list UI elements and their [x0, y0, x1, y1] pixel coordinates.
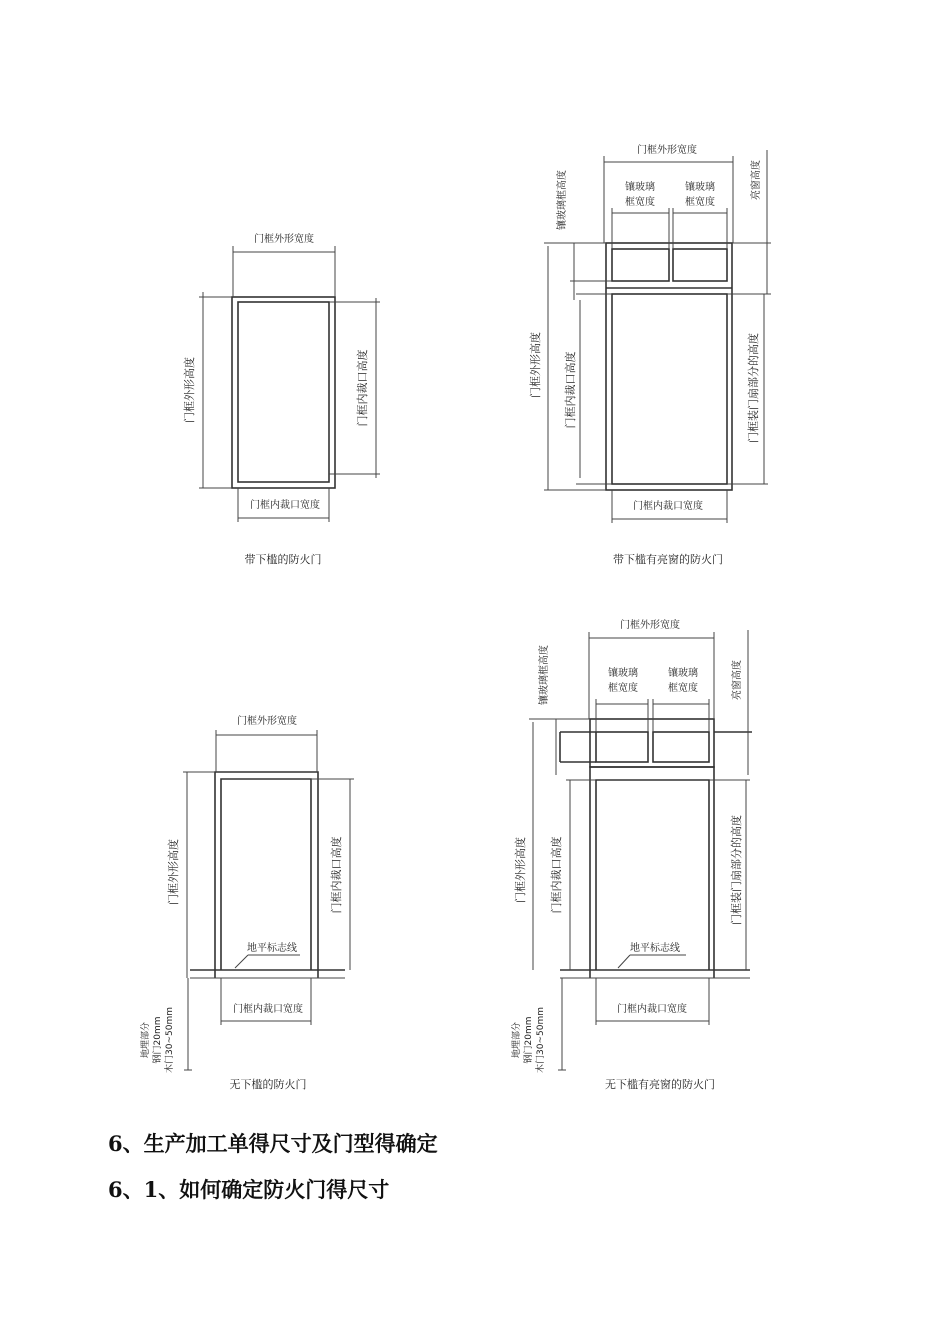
d1-caption: 带下槛的防火门: [244, 553, 322, 566]
d2-glass-width-right-line2: 框宽度: [685, 197, 715, 208]
d3-buried-line1: 地埋部分: [141, 1021, 151, 1059]
d4-inner-height-label: 门框内裁口高度: [550, 836, 563, 914]
d1-inner-width-label: 门框内裁口宽度: [250, 500, 320, 511]
d3-inner-height-label: 门框内裁口高度: [330, 836, 343, 914]
d2-glass-height-label: 镶玻璃框高度: [557, 170, 568, 230]
d3-buried-line2: 钢门20mm: [153, 1016, 163, 1064]
diagram-door-with-sill-and-transom: [528, 143, 771, 566]
d4-caption: 无下槛有亮窗的防火门: [605, 1078, 715, 1091]
d4-glass-height-label: 镶玻璃框高度: [539, 645, 550, 705]
d4-inner-width-label: 门框内裁口宽度: [617, 1004, 687, 1015]
d2-inner-height-label: 门框内裁口高度: [564, 351, 577, 429]
d4-buried-line2: 钢门20mm: [524, 1016, 534, 1064]
d4-floor-line-label: 地平标志线: [630, 943, 680, 954]
d3-outer-width-label: 门框外形宽度: [237, 716, 297, 727]
d4-outer-height-label: 门框外形高度: [514, 837, 527, 903]
d2-door-part-height-label: 门框装门扇部分的高度: [747, 333, 760, 443]
d4-outer-width-label: 门框外形宽度: [620, 620, 680, 631]
d2-outer-height-label: 门框外形高度: [529, 332, 542, 398]
diagram-door-without-sill: [139, 714, 354, 1091]
d3-outer-height-label: 门框外形高度: [167, 839, 180, 905]
d1-inner-height-label: 门框内裁口高度: [356, 349, 369, 427]
d4-glass-width-right-line2: 框宽度: [668, 683, 698, 694]
d4-buried-line1: 地埋部分: [512, 1021, 522, 1059]
d2-transom-height-label: 亮窗高度: [751, 160, 762, 200]
d3-floor-line-label: 地平标志线: [247, 943, 297, 954]
d4-buried-line3: 木门30~50mm: [536, 1007, 546, 1073]
diagram-door-with-sill: [182, 232, 380, 566]
d2-glass-width-right-line1: 镶玻璃: [685, 182, 715, 193]
d4-transom-height-label: 亮窗高度: [732, 660, 743, 700]
diagram-door-without-sill-and-transom: [510, 618, 752, 1091]
d2-caption: 带下槛有亮窗的防火门: [613, 553, 723, 566]
d4-glass-width-right-line1: 镶玻璃: [668, 668, 698, 679]
d3-caption: 无下槛的防火门: [229, 1078, 307, 1091]
d2-inner-width-label: 门框内裁口宽度: [633, 501, 703, 512]
d3-inner-width-label: 门框内裁口宽度: [233, 1004, 303, 1015]
d2-outer-width-label: 门框外形宽度: [637, 145, 697, 156]
d1-outer-width-label: 门框外形宽度: [254, 234, 314, 245]
d4-glass-width-left-line2: 框宽度: [608, 683, 638, 694]
d4-door-part-height-label: 门框装门扇部分的高度: [730, 815, 743, 925]
d3-buried-line3: 木门30~50mm: [165, 1007, 175, 1073]
d4-glass-width-left-line1: 镶玻璃: [608, 668, 638, 679]
d2-glass-width-left-line1: 镶玻璃: [625, 182, 655, 193]
d1-outer-height-label: 门框外形高度: [183, 357, 196, 423]
section-heading-6: 6、生产加工单得尺寸及门型得确定: [108, 1131, 438, 1156]
d2-glass-width-left-line2: 框宽度: [625, 197, 655, 208]
section-heading-6-1: 6、1、如何确定防火门得尺寸: [108, 1177, 390, 1202]
